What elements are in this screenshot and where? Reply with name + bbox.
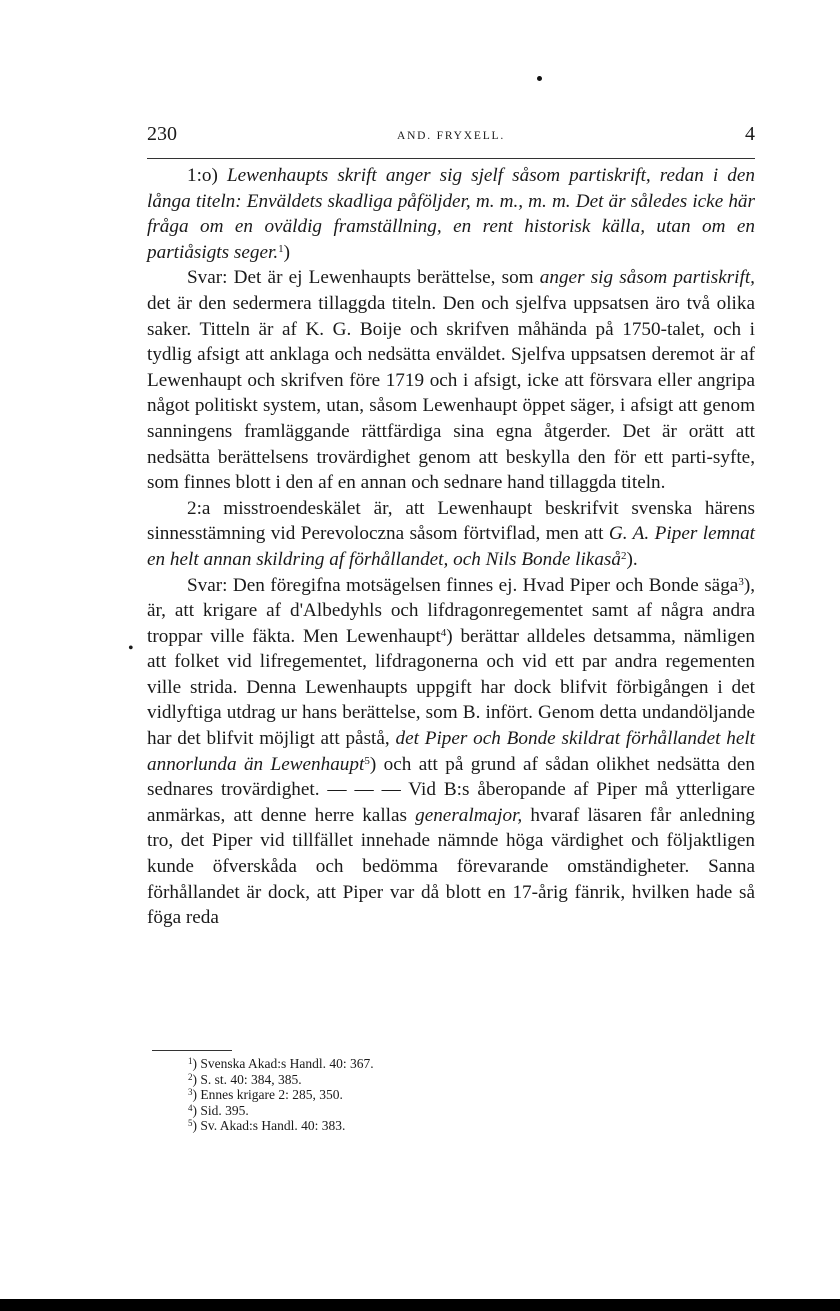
text-run: ). (626, 548, 638, 570)
footnote: $^4$) Sid. 395. (188, 1102, 249, 1118)
footnote: $^5$) Sv. Akad:s Handl. 40: 383. (188, 1118, 346, 1133)
paragraph (147, 163, 755, 265)
footnote-ref: 3 (738, 575, 744, 588)
paragraph (147, 573, 755, 931)
stray-mark (537, 76, 542, 81)
footnote-ref: 4 (440, 626, 447, 639)
header-rule (147, 158, 755, 159)
text-run: hvaraf läsaren får anledning tro, det Piper vid tillfället innehade nämnde höga värdighet och följaktligen kunde öfverskåda och bedömma förevarande omständigheter. Sanna förhållandet är dock, att Piper var då blott en 17-årig fänrik, hvilken hade så föga reda (147, 804, 756, 929)
footnote-rule (152, 1050, 232, 1051)
text-run: Svar: Den föregifna motsägelsen finnes ej. Hvad Piper och Bonde säga (187, 574, 739, 596)
margin-mark: • (128, 640, 134, 657)
signature-mark: 4 (745, 123, 755, 145)
footnote-ref: 2 (620, 549, 627, 562)
paragraph (147, 265, 755, 495)
italic-text: generalmajor, (415, 804, 523, 826)
text-run: Svar: Det är ej Lewenhaupts berättelse, som (187, 267, 540, 289)
footnote-ref: 5 (364, 754, 370, 767)
text-run: 2:a misstroendeskälet är, att Lewenhaupt beskrifvit svenska härens sinnesstämning vid Perevoloczna såsom förtviflad, men att (147, 497, 755, 545)
body-text (147, 163, 755, 931)
footnotes (188, 1056, 374, 1134)
text-run: ) berättar alldeles detsamma, nämligen att folket vid lifregementet, lifdragonerna och vid ett par andra regementen ville strida. Denna Lewenhaupts uppgift har dock blifvit förbigången i det vidlyftiga utdrag ur hans berättelse, som B. infört. Genom detta undandöljande har det blifvit möjligt att påstå, (147, 625, 755, 750)
page-number: 230 (147, 123, 177, 145)
paragraph (147, 496, 755, 573)
footnote: $^1$) Svenska Akad:s Handl. 40: 367. (188, 1056, 374, 1071)
text-run: det är den sedermera tillaggda titeln. Den och sjelfva uppsatsen äro två olika saker. Titteln är af K. G. Boije och skrifven måhända på 1750-talet, och i tydlig afsigt att anklaga och nedsätta enväldet. Sjelfva uppsatsen deremot är af Lewenhaupt och skrifven före 1719 och i afsigt, icke att försvara eller angripa något politiskt system, utan, såsom Lewenhaupt öppet säger, i afsigt att genom sanningens framläggande rättfärdiga sina egna åtgerder. Det är orätt att nedsätta berättelsens trovärdighet genom att beskylla den för ett parti-syfte, som finnes blott i den af en annan och sednare hand tillaggda titeln. (147, 292, 755, 494)
text-run: 1:o) (187, 165, 227, 186)
running-head: AND. FRYXELL. (396, 130, 506, 142)
text-run: ) (283, 241, 291, 263)
scan-edge (0, 1299, 840, 1311)
footnote-ref: 1 (278, 242, 284, 255)
page-header (147, 123, 755, 153)
footnote: $^2$) S. st. 40: 384, 385. (188, 1071, 302, 1087)
italic-text: G. A. Piper lemnat en helt annan skildring af förhållandet, och Nils Bonde likaså (147, 523, 755, 570)
footnote: $^3$) Ennes krigare 2: 285, 350. (188, 1087, 343, 1102)
text-run: ), är, att krigare af d'Albedyhls och lifdragonregementet samt af några andra troppar ville fäkta. Men Lewenhaupt (147, 574, 755, 647)
italic-text: anger sig såsom partiskrift, (539, 267, 755, 289)
text-run: ) och att på grund af sådan olikhet nedsätta den sednares trovärdighet. — — — Vid B:s åberopande af Piper må ytterligare anmärkas, att denne herre kallas (147, 753, 755, 826)
italic-text: Lewenhaupts skrift anger sig sjelf såsom partiskrift, redan i den långa titeln: Enväldets skadliga påföljder, m. m., m. m. Det är således icke här fråga om en oväldig framställning, en rent historisk källa, utan om en partiåsigts seger. (147, 165, 755, 263)
italic-text: det Piper och Bonde skildrat förhållandet helt annorlunda än Lewenhaupt (147, 728, 755, 775)
